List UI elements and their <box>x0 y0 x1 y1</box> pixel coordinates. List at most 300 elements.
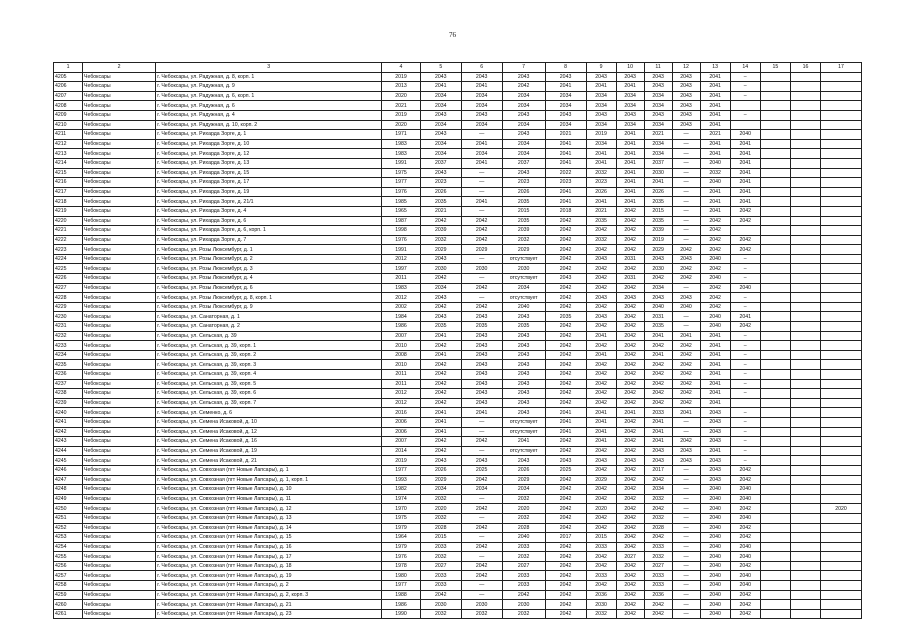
table-cell <box>730 398 760 408</box>
table-cell: 2042 <box>461 542 502 552</box>
table-cell: 2041 <box>616 197 644 207</box>
table-cell <box>790 417 820 427</box>
table-cell: 2041 <box>730 178 760 188</box>
table-cell: г. Чебоксары, ул. Радужная, д. 8, корп. 1 <box>156 72 382 82</box>
table-cell: 2032 <box>586 609 616 619</box>
table-row <box>54 485 862 495</box>
table-cell <box>821 72 862 82</box>
table-cell: 2042 <box>700 245 730 255</box>
table-cell: — <box>672 609 700 619</box>
table-cell: 2043 <box>461 379 502 389</box>
table-cell: 2043 <box>545 274 586 284</box>
table-cell: 2042 <box>672 389 700 399</box>
table-cell: 2042 <box>672 274 700 284</box>
table-row <box>54 206 862 216</box>
table-cell: 2042 <box>700 302 730 312</box>
table-cell <box>790 561 820 571</box>
table-cell: 1985 <box>382 197 421 207</box>
table-cell: 2042 <box>545 600 586 610</box>
table-cell: 2041 <box>545 158 586 168</box>
table-row <box>54 494 862 504</box>
table-cell <box>730 120 760 130</box>
table-cell: Чебоксары <box>83 389 156 399</box>
table-cell: 2041 <box>461 408 502 418</box>
table-cell: 2020 <box>382 120 421 130</box>
table-cell <box>790 139 820 149</box>
table-cell: 2041 <box>616 139 644 149</box>
table-row <box>54 417 862 427</box>
table-cell: 2040 <box>730 283 760 293</box>
table-cell: 2040 <box>700 494 730 504</box>
table-cell: 2043 <box>586 312 616 322</box>
table-cell: 2028 <box>644 523 672 533</box>
table-cell: 2041 <box>700 206 730 216</box>
table-cell: 4242 <box>54 427 83 437</box>
table-cell: г. Чебоксары, ул. Розы Люксембург, д. 8, корп. 1 <box>156 293 382 303</box>
table-cell: — <box>672 600 700 610</box>
table-cell <box>790 341 820 351</box>
table-cell: 2042 <box>545 504 586 514</box>
table-cell: 2041 <box>420 417 461 427</box>
table-cell: 2042 <box>586 264 616 274</box>
table-cell: 2041 <box>420 82 461 92</box>
table-cell: Чебоксары <box>83 82 156 92</box>
table-cell: – <box>730 302 760 312</box>
table-cell: 4249 <box>54 494 83 504</box>
table-row <box>54 427 862 437</box>
table-cell: Чебоксары <box>83 226 156 236</box>
table-cell: 2043 <box>461 370 502 380</box>
table-cell: г. Чебоксары, ул. Рихарда Зорге, д. 19 <box>156 187 382 197</box>
table-cell: 2042 <box>545 293 586 303</box>
table-cell: 2041 <box>461 197 502 207</box>
table-cell: 2030 <box>502 264 545 274</box>
table-cell: 2042 <box>420 341 461 351</box>
table-cell: 2041 <box>616 168 644 178</box>
table-cell: 2043 <box>700 475 730 485</box>
table-cell: 2012 <box>382 254 421 264</box>
table-cell: 2041 <box>700 398 730 408</box>
table-cell: 2030 <box>502 600 545 610</box>
table-row <box>54 398 862 408</box>
table-cell: 2042 <box>644 370 672 380</box>
column-header: 15 <box>760 63 790 73</box>
table-cell <box>790 72 820 82</box>
table-cell: 1998 <box>382 226 421 236</box>
table-cell: 2022 <box>545 168 586 178</box>
table-cell: 2042 <box>420 370 461 380</box>
table-cell <box>760 379 790 389</box>
table-cell: 2041 <box>461 139 502 149</box>
table-cell: 2042 <box>545 360 586 370</box>
table-cell <box>760 504 790 514</box>
table-cell: 2042 <box>644 398 672 408</box>
table-cell: Чебоксары <box>83 331 156 341</box>
table-cell <box>821 581 862 591</box>
table-cell <box>760 408 790 418</box>
table-cell: 1997 <box>382 264 421 274</box>
table-cell: 2042 <box>545 379 586 389</box>
table-cell: 4206 <box>54 82 83 92</box>
table-cell <box>760 494 790 504</box>
table-cell: 2043 <box>502 331 545 341</box>
table-cell: 2041 <box>586 350 616 360</box>
table-cell <box>821 350 862 360</box>
table-cell: 2042 <box>461 302 502 312</box>
table-cell: Чебоксары <box>83 110 156 120</box>
table-cell: 2041 <box>644 437 672 447</box>
table-cell: 2040 <box>700 178 730 188</box>
table-cell: 2042 <box>545 254 586 264</box>
table-cell <box>790 408 820 418</box>
table-cell <box>760 120 790 130</box>
table-cell: 2042 <box>586 245 616 255</box>
table-cell: — <box>672 216 700 226</box>
table-cell: — <box>672 552 700 562</box>
table-cell: 4238 <box>54 389 83 399</box>
table-cell: Чебоксары <box>83 187 156 197</box>
table-cell <box>790 350 820 360</box>
table-cell: — <box>672 283 700 293</box>
table-cell <box>790 187 820 197</box>
table-row <box>54 197 862 207</box>
table-cell <box>760 590 790 600</box>
table-cell: Чебоксары <box>83 609 156 619</box>
table-cell: Чебоксары <box>83 293 156 303</box>
table-cell <box>821 130 862 140</box>
table-row <box>54 139 862 149</box>
table-cell: 2041 <box>672 331 700 341</box>
table-cell: Чебоксары <box>83 485 156 495</box>
table-cell: 2042 <box>545 216 586 226</box>
table-cell <box>790 389 820 399</box>
table-cell: 4226 <box>54 274 83 284</box>
table-cell: 4208 <box>54 101 83 111</box>
table-cell <box>790 485 820 495</box>
table-cell: 2042 <box>672 437 700 447</box>
table-cell: 2032 <box>586 168 616 178</box>
table-cell <box>760 187 790 197</box>
table-cell: 2026 <box>586 187 616 197</box>
table-row <box>54 187 862 197</box>
table-cell: 2042 <box>730 523 760 533</box>
table-cell <box>821 226 862 236</box>
table-cell: 2040 <box>700 609 730 619</box>
table-cell: 2013 <box>382 82 421 92</box>
table-cell: — <box>461 187 502 197</box>
table-cell: 1970 <box>382 504 421 514</box>
table-cell: 2043 <box>420 130 461 140</box>
table-cell: 4248 <box>54 485 83 495</box>
table-cell <box>821 456 862 466</box>
table-cell: 4258 <box>54 581 83 591</box>
table-cell: 2030 <box>420 600 461 610</box>
table-cell: 2042 <box>672 341 700 351</box>
table-cell: г. Чебоксары, ул. Семенко, д. 6 <box>156 408 382 418</box>
table-cell: 2027 <box>644 561 672 571</box>
column-header: 12 <box>672 63 700 73</box>
table-cell: 4233 <box>54 341 83 351</box>
table-row <box>54 72 862 82</box>
table-cell: 2034 <box>616 120 644 130</box>
table-cell: – <box>730 389 760 399</box>
table-cell <box>760 370 790 380</box>
table-cell <box>790 379 820 389</box>
table-cell: — <box>672 542 700 552</box>
table-cell: 2027 <box>502 561 545 571</box>
table-cell: 2042 <box>586 523 616 533</box>
table-cell: 2040 <box>700 254 730 264</box>
table-cell: — <box>461 130 502 140</box>
table-cell <box>821 408 862 418</box>
table-cell: 2032 <box>420 235 461 245</box>
table-cell: 2032 <box>644 552 672 562</box>
table-cell: 2034 <box>502 485 545 495</box>
table-cell: 2041 <box>420 350 461 360</box>
table-cell <box>821 398 862 408</box>
table-cell: 2042 <box>420 216 461 226</box>
table-cell: 2041 <box>730 197 760 207</box>
table-cell <box>821 293 862 303</box>
table-cell: – <box>730 341 760 351</box>
table-cell: 2033 <box>420 542 461 552</box>
table-cell <box>821 197 862 207</box>
table-cell: Чебоксары <box>83 465 156 475</box>
table-cell: 2043 <box>420 168 461 178</box>
table-cell: г. Чебоксары, ул. Совхозная (пгт Новые Лапсары), д. 16 <box>156 542 382 552</box>
table-cell: 2036 <box>644 590 672 600</box>
table-cell: 2042 <box>545 446 586 456</box>
table-cell: 2041 <box>700 350 730 360</box>
table-cell: Чебоксары <box>83 446 156 456</box>
table-row <box>54 274 862 284</box>
table-cell: 2043 <box>502 408 545 418</box>
table-cell: г. Чебоксары, ул. Радужная, д. 9 <box>156 82 382 92</box>
table-cell: 2042 <box>545 226 586 236</box>
table-cell: 2042 <box>545 245 586 255</box>
table-cell: 2042 <box>586 465 616 475</box>
table-row <box>54 82 862 92</box>
table-cell: 2040 <box>700 571 730 581</box>
table-cell <box>790 437 820 447</box>
table-cell <box>790 168 820 178</box>
table-cell: — <box>672 494 700 504</box>
table-cell: 2041 <box>700 82 730 92</box>
table-cell: 2032 <box>502 513 545 523</box>
table-cell: 2035 <box>502 322 545 332</box>
table-cell: 2043 <box>545 72 586 82</box>
table-cell: 1988 <box>382 590 421 600</box>
table-cell: 2042 <box>616 389 644 399</box>
table-cell: Чебоксары <box>83 101 156 111</box>
column-header: 2 <box>83 63 156 73</box>
column-header: 9 <box>586 63 616 73</box>
table-cell: г. Чебоксары, ул. Розы Люксембург, д. 2 <box>156 254 382 264</box>
table-cell: 2042 <box>730 475 760 485</box>
table-cell: — <box>461 446 502 456</box>
table-cell <box>760 485 790 495</box>
table-cell: 2028 <box>420 523 461 533</box>
table-cell <box>821 149 862 159</box>
table-cell: 2042 <box>586 398 616 408</box>
table-cell: 2042 <box>545 552 586 562</box>
table-cell: 2034 <box>545 120 586 130</box>
table-cell: 2033 <box>586 542 616 552</box>
table-cell: 2042 <box>545 264 586 274</box>
table-cell: 2026 <box>502 187 545 197</box>
table-cell: 1971 <box>382 130 421 140</box>
table-cell <box>790 581 820 591</box>
table-cell: 2042 <box>616 581 644 591</box>
table-cell: 2034 <box>420 283 461 293</box>
table-cell: 2020 <box>382 91 421 101</box>
table-cell <box>760 110 790 120</box>
table-cell: 4253 <box>54 533 83 543</box>
table-cell: Чебоксары <box>83 206 156 216</box>
table-cell: 1977 <box>382 465 421 475</box>
table-cell: — <box>672 485 700 495</box>
table-cell: 2041 <box>420 331 461 341</box>
table-cell: 2032 <box>502 235 545 245</box>
table-cell <box>821 245 862 255</box>
table-cell <box>730 101 760 111</box>
table-cell: 2007 <box>382 331 421 341</box>
table-cell: 2041 <box>461 82 502 92</box>
table-cell: — <box>672 187 700 197</box>
table-cell: 1980 <box>382 571 421 581</box>
table-cell: 2042 <box>616 341 644 351</box>
table-cell: 1986 <box>382 600 421 610</box>
table-cell: 2032 <box>502 494 545 504</box>
table-cell <box>760 513 790 523</box>
table-cell: 2034 <box>420 120 461 130</box>
table-cell: 2043 <box>672 446 700 456</box>
table-cell: 2032 <box>420 494 461 504</box>
table-cell: 2042 <box>616 302 644 312</box>
table-cell: 2034 <box>644 101 672 111</box>
table-cell: 2042 <box>461 475 502 485</box>
table-body <box>54 72 862 619</box>
table-cell: 2042 <box>616 216 644 226</box>
table-cell: 2028 <box>502 523 545 533</box>
table-cell: 2043 <box>672 120 700 130</box>
table-cell <box>821 110 862 120</box>
table-cell: – <box>730 417 760 427</box>
table-cell: 2011 <box>382 379 421 389</box>
table-cell: — <box>672 235 700 245</box>
table-cell <box>821 485 862 495</box>
table-cell: 2030 <box>644 168 672 178</box>
table-cell: 2034 <box>545 91 586 101</box>
table-cell: 1991 <box>382 158 421 168</box>
table-cell: 2034 <box>461 120 502 130</box>
table-cell: 2041 <box>730 158 760 168</box>
table-cell: 2040 <box>700 600 730 610</box>
table-cell: 2043 <box>672 72 700 82</box>
table-cell: Чебоксары <box>83 120 156 130</box>
table-cell: 2029 <box>420 245 461 255</box>
table-cell <box>821 571 862 581</box>
table-cell: 2040 <box>700 542 730 552</box>
table-cell: — <box>672 149 700 159</box>
table-cell: 2042 <box>616 600 644 610</box>
table-cell: 2041 <box>644 350 672 360</box>
table-cell: 2041 <box>700 139 730 149</box>
table-cell <box>790 264 820 274</box>
table-cell <box>790 235 820 245</box>
table-cell: г. Чебоксары, ул. Совхозная (пгт Новые Лапсары), д. 12 <box>156 504 382 514</box>
table-cell: 2042 <box>644 600 672 610</box>
table-cell: 2040 <box>700 158 730 168</box>
table-cell: 2043 <box>502 110 545 120</box>
table-cell: 2040 <box>700 312 730 322</box>
table-cell <box>760 139 790 149</box>
table-cell: 2042 <box>545 609 586 619</box>
table-cell: 2041 <box>586 149 616 159</box>
table-cell: – <box>730 254 760 264</box>
table-cell: — <box>672 226 700 236</box>
table-cell: г. Чебоксары, ул. Совхозная (пгт Новые Лапсары), д. 2 <box>156 581 382 591</box>
table-cell: 2042 <box>461 561 502 571</box>
table-cell: 2042 <box>545 437 586 447</box>
table-cell: 2015 <box>502 206 545 216</box>
table-cell: 2041 <box>616 158 644 168</box>
table-cell: 2042 <box>616 485 644 495</box>
table-cell: 2012 <box>382 389 421 399</box>
table-cell: 4205 <box>54 72 83 82</box>
table-cell <box>760 350 790 360</box>
table-cell: 2043 <box>644 254 672 264</box>
table-cell: 2040 <box>730 485 760 495</box>
table-cell <box>790 370 820 380</box>
table-cell: 2041 <box>700 360 730 370</box>
table-cell: Чебоксары <box>83 504 156 514</box>
table-cell: г. Чебоксары, ул. Совхозная (пгт Новые Лапсары), д. 14 <box>156 523 382 533</box>
table-cell: 2034 <box>616 91 644 101</box>
table-cell <box>760 417 790 427</box>
table-cell: 2043 <box>502 379 545 389</box>
table-cell: Чебоксары <box>83 600 156 610</box>
table-cell: 1983 <box>382 149 421 159</box>
table-cell: — <box>461 590 502 600</box>
table-cell: — <box>461 494 502 504</box>
table-cell <box>760 600 790 610</box>
table-row <box>54 168 862 178</box>
table-cell <box>730 226 760 236</box>
table-row <box>54 571 862 581</box>
table-cell: 2043 <box>461 398 502 408</box>
table-cell: 2042 <box>730 322 760 332</box>
table-cell: 2032 <box>502 609 545 619</box>
table-cell: 4213 <box>54 149 83 159</box>
table-cell: — <box>461 427 502 437</box>
table-cell: 2042 <box>461 283 502 293</box>
table-cell: г. Чебоксары, ул. Рихарда Зорге, д. 15 <box>156 168 382 178</box>
table-cell: 2042 <box>545 513 586 523</box>
table-cell <box>760 427 790 437</box>
table-cell: 2041 <box>730 312 760 322</box>
table-row <box>54 130 862 140</box>
table-cell: 4225 <box>54 264 83 274</box>
table-cell: 2041 <box>644 427 672 437</box>
table-cell: 1976 <box>382 187 421 197</box>
table-cell: 2035 <box>502 216 545 226</box>
table-cell: 2033 <box>502 581 545 591</box>
table-row <box>54 465 862 475</box>
table-cell: 2042 <box>545 542 586 552</box>
column-header: 5 <box>420 63 461 73</box>
table-cell: 2042 <box>616 523 644 533</box>
